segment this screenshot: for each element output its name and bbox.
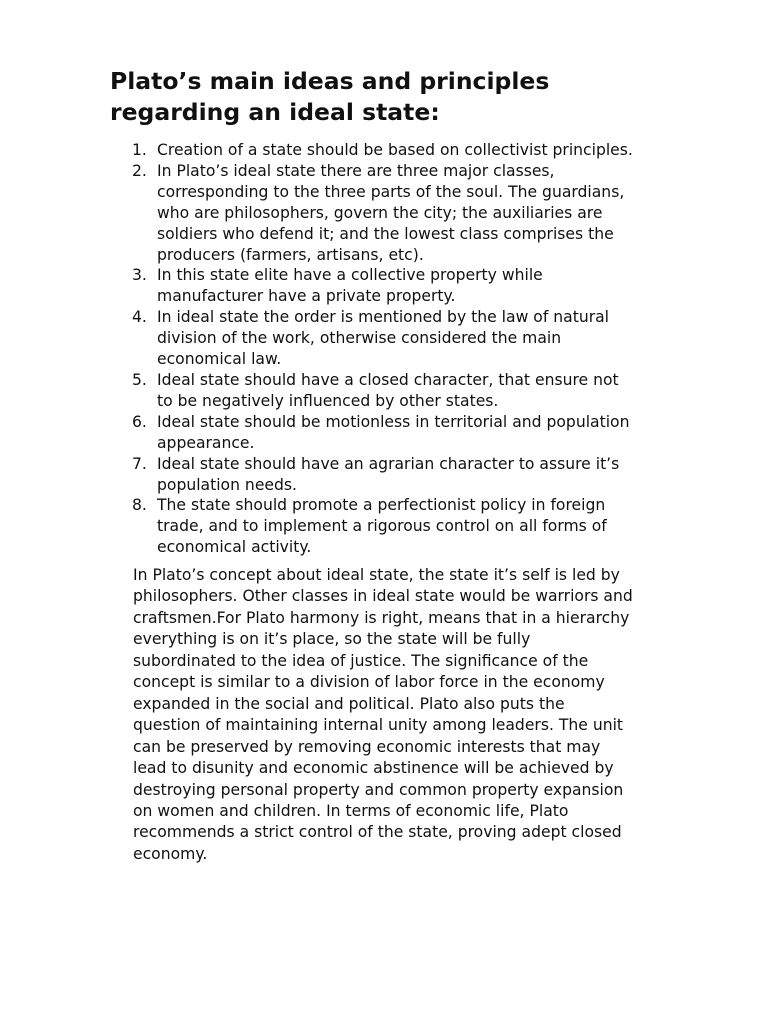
list-item: [132, 495, 732, 558]
list-item-number: 7.: [132, 454, 147, 473]
list-item: [132, 454, 732, 496]
list-item: [132, 161, 732, 266]
paragraph-line: concept is similar to a division of labor force in the economy: [133, 673, 605, 692]
list-item-line: The state should promote a perfectionist policy in foreign: [157, 496, 606, 515]
list-item-number: 6.: [132, 412, 147, 431]
paragraph-line: on women and children. In terms of economic life, Plato: [133, 801, 569, 820]
list-item-line: In this state elite have a collective property while: [157, 266, 543, 285]
list-item: [132, 140, 732, 161]
list-item-number: 2.: [132, 161, 147, 180]
list-item-number: 1.: [132, 141, 147, 159]
list-item-line: who are philosophers, govern the city; the auxiliaries are: [157, 203, 603, 222]
list-item-line: producers (farmers, artisans, etc).: [157, 245, 424, 264]
paragraph-line: expanded in the social and political. Plato also puts the: [133, 694, 565, 713]
list-item-line: manufacturer have a private property.: [157, 287, 456, 306]
list-item-line: division of the work, otherwise considered the main: [157, 329, 562, 348]
list-item-line: economical activity.: [157, 538, 312, 557]
paragraph-line: philosophers. Other classes in ideal state would be warriors and: [133, 587, 633, 606]
list-item-line: population needs.: [157, 475, 297, 494]
paragraph-line: recommends a strict control of the state, proving adept closed: [133, 823, 622, 842]
paragraph-line: economy.: [133, 844, 208, 863]
list-item: [132, 307, 732, 370]
list-item-line: Creation of a state should be based on collectivist principles.: [157, 141, 633, 159]
list-item-number: 4.: [132, 308, 147, 327]
document-title: Plato’s main ideas and principles regarding an ideal state:: [110, 67, 550, 126]
paragraph-line: destroying personal property and common property expansion: [133, 780, 624, 799]
list-item-line: In ideal state the order is mentioned by the law of natural: [157, 308, 610, 327]
list-item-line: economical law.: [157, 350, 282, 369]
list-item-line: corresponding to the three parts of the soul. The guardians,: [157, 182, 625, 201]
list-item-line: In Plato’s ideal state there are three major classes,: [157, 161, 555, 180]
paragraph-line: craftsmen.For Plato harmony is right, means that in a hierarchy: [133, 608, 630, 627]
body-paragraph: [133, 565, 733, 865]
list-item: [132, 412, 732, 454]
list-item-number: 5.: [132, 370, 147, 389]
paragraph-line: can be preserved by removing economic interests that may: [133, 737, 601, 756]
list-item-line: soldiers who defend it; and the lowest class comprises the: [157, 224, 614, 243]
list-item-line: to be negatively influenced by other states.: [157, 391, 499, 410]
list-item: [132, 265, 732, 307]
list-item-line: Ideal state should be motionless in territorial and population: [157, 412, 630, 431]
paragraph-line: everything is on it’s place, so the state will be fully: [133, 630, 531, 649]
list-item: [132, 370, 732, 412]
principles-list: [132, 140, 732, 558]
list-item-line: Ideal state should have a closed character, that ensure not: [157, 370, 619, 389]
list-item-line: appearance.: [157, 433, 255, 452]
paragraph-line: question of maintaining internal unity among leaders. The unit: [133, 716, 624, 735]
list-item-line: Ideal state should have an agrarian character to assure it’s: [157, 454, 620, 473]
list-item-line: trade, and to implement a rigorous control on all forms of: [157, 517, 607, 536]
list-item-number: 3.: [132, 266, 147, 285]
list-item-number: 8.: [132, 496, 147, 515]
paragraph-line: lead to disunity and economic abstinence will be achieved by: [133, 759, 614, 778]
paragraph-line: subordinated to the idea of justice. The significance of the: [133, 651, 589, 670]
paragraph-line: In Plato’s concept about ideal state, the state it’s self is led by: [133, 566, 620, 584]
